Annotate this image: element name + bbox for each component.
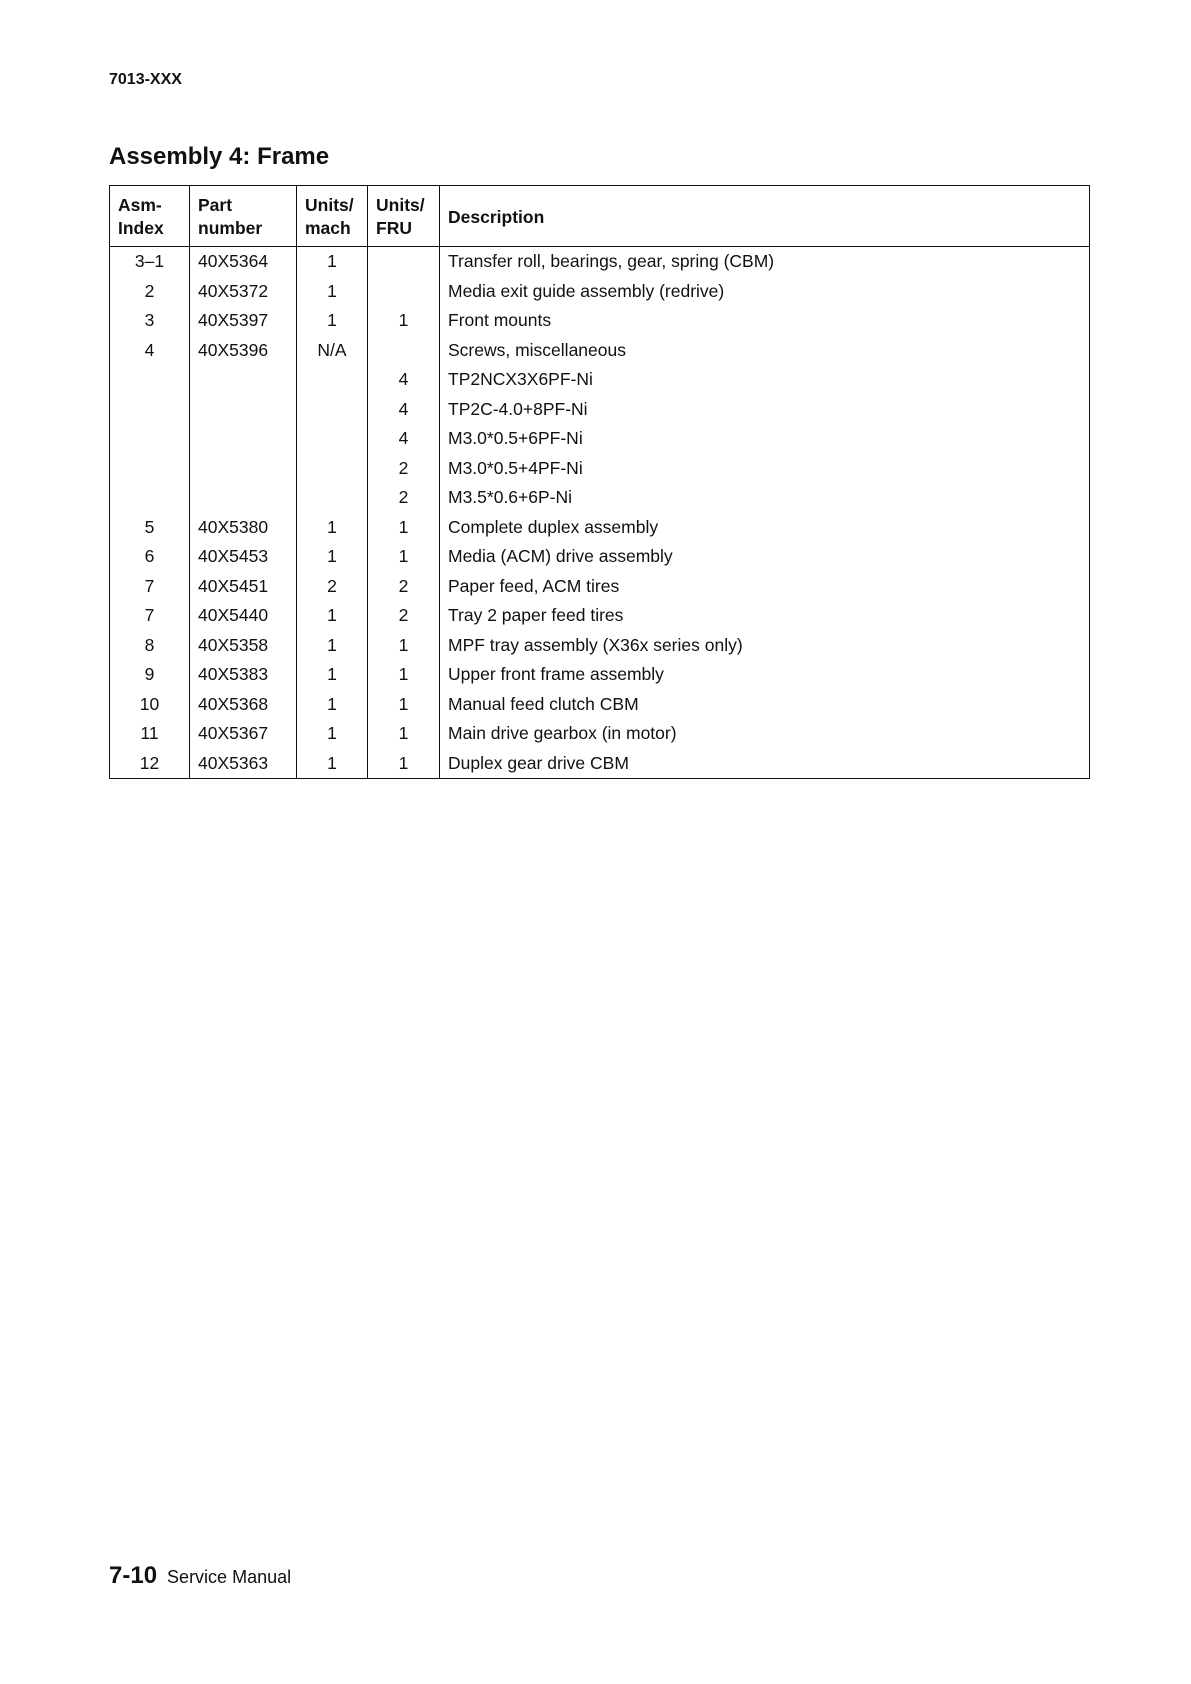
units-mach-cell: 1 xyxy=(297,306,368,336)
column-header-asm-index xyxy=(110,186,190,247)
asm-index-cell: 6 xyxy=(110,542,190,572)
header-line: Asm- xyxy=(118,195,162,215)
table-row xyxy=(110,513,1090,543)
header-line: Part xyxy=(198,195,233,215)
units-fru-cell: 1 xyxy=(368,306,440,336)
units-fru-cell xyxy=(368,247,440,277)
units-mach-cell: 1 xyxy=(297,719,368,749)
units-fru-cell: 1 xyxy=(368,719,440,749)
description-cell: Screws, miscellaneous xyxy=(440,336,1090,366)
table-row xyxy=(110,336,1090,366)
asm-index-cell: 4 xyxy=(110,336,190,366)
parts-table xyxy=(109,185,1090,779)
part-number-cell: 40X5451 xyxy=(190,572,297,602)
machine-type-header: 7013-XXX xyxy=(109,71,182,88)
asm-index-cell: 5 xyxy=(110,513,190,543)
units-mach-cell: 1 xyxy=(297,631,368,661)
description-cell: Upper front frame assembly xyxy=(440,660,1090,690)
units-mach-cell: 1 xyxy=(297,247,368,277)
table-row xyxy=(110,690,1090,720)
description-cell: MPF tray assembly (X36x series only) xyxy=(440,631,1090,661)
part-number-cell: 40X5363 xyxy=(190,749,297,779)
description-cell: Manual feed clutch CBM xyxy=(440,690,1090,720)
part-number-cell: 40X5397 xyxy=(190,306,297,336)
table-row xyxy=(110,454,1090,484)
table-row xyxy=(110,631,1090,661)
asm-index-cell: 7 xyxy=(110,572,190,602)
part-number-cell xyxy=(190,483,297,513)
description-cell: M3.5*0.6+6P-Ni xyxy=(440,483,1090,513)
units-mach-cell: N/A xyxy=(297,336,368,366)
description-cell: Complete duplex assembly xyxy=(440,513,1090,543)
part-number-cell: 40X5453 xyxy=(190,542,297,572)
page-number: 7-10 xyxy=(109,1562,158,1589)
units-fru-cell: 1 xyxy=(368,690,440,720)
description-cell: TP2NCX3X6PF-Ni xyxy=(440,365,1090,395)
header-line: Units/ xyxy=(376,195,425,215)
part-number-cell: 40X5372 xyxy=(190,277,297,307)
description-cell: Duplex gear drive CBM xyxy=(440,749,1090,779)
column-header-units-mach xyxy=(297,186,368,247)
asm-index-cell: 12 xyxy=(110,749,190,779)
units-fru-cell: 2 xyxy=(368,601,440,631)
part-number-cell: 40X5367 xyxy=(190,719,297,749)
part-number-cell xyxy=(190,454,297,484)
units-fru-cell xyxy=(368,336,440,366)
part-number-cell: 40X5440 xyxy=(190,601,297,631)
units-mach-cell: 1 xyxy=(297,277,368,307)
table-row xyxy=(110,395,1090,425)
table-row xyxy=(110,749,1090,779)
units-mach-cell: 1 xyxy=(297,660,368,690)
units-fru-cell xyxy=(368,277,440,307)
units-mach-cell: 1 xyxy=(297,513,368,543)
header-line: Index xyxy=(118,218,164,238)
part-number-cell xyxy=(190,424,297,454)
table-row xyxy=(110,306,1090,336)
table-row xyxy=(110,424,1090,454)
asm-index-cell: 3–1 xyxy=(110,247,190,277)
table-row xyxy=(110,247,1090,277)
units-mach-cell xyxy=(297,483,368,513)
header-line: FRU xyxy=(376,218,412,238)
units-fru-cell: 2 xyxy=(368,572,440,602)
units-fru-cell: 4 xyxy=(368,424,440,454)
units-fru-cell: 1 xyxy=(368,660,440,690)
units-mach-cell: 1 xyxy=(297,601,368,631)
asm-index-cell: 10 xyxy=(110,690,190,720)
part-number-cell: 40X5383 xyxy=(190,660,297,690)
units-mach-cell xyxy=(297,395,368,425)
table-row xyxy=(110,660,1090,690)
manual-title: Service Manual xyxy=(167,1567,292,1587)
part-number-cell: 40X5358 xyxy=(190,631,297,661)
column-header-units-fru xyxy=(368,186,440,247)
page-title: Assembly 4: Frame xyxy=(109,143,330,170)
parts-table-body xyxy=(110,247,1090,779)
table-row xyxy=(110,719,1090,749)
part-number-cell: 40X5396 xyxy=(190,336,297,366)
asm-index-cell: 11 xyxy=(110,719,190,749)
asm-index-cell: 2 xyxy=(110,277,190,307)
part-number-cell: 40X5364 xyxy=(190,247,297,277)
table-row xyxy=(110,542,1090,572)
asm-index-cell xyxy=(110,483,190,513)
units-fru-cell: 1 xyxy=(368,542,440,572)
asm-index-cell xyxy=(110,424,190,454)
header-row xyxy=(110,186,1090,247)
description-cell: Transfer roll, bearings, gear, spring (CBM) xyxy=(440,247,1090,277)
units-fru-cell: 4 xyxy=(368,365,440,395)
units-fru-cell: 2 xyxy=(368,454,440,484)
part-number-cell: 40X5368 xyxy=(190,690,297,720)
description-cell: Main drive gearbox (in motor) xyxy=(440,719,1090,749)
units-mach-cell: 1 xyxy=(297,749,368,779)
units-mach-cell: 1 xyxy=(297,690,368,720)
description-cell: Tray 2 paper feed tires xyxy=(440,601,1090,631)
description-cell: M3.0*0.5+4PF-Ni xyxy=(440,454,1090,484)
asm-index-cell: 3 xyxy=(110,306,190,336)
asm-index-cell xyxy=(110,395,190,425)
description-cell: Media exit guide assembly (redrive) xyxy=(440,277,1090,307)
asm-index-cell xyxy=(110,365,190,395)
units-fru-cell: 1 xyxy=(368,749,440,779)
table-row xyxy=(110,277,1090,307)
parts-table-header xyxy=(110,186,1090,247)
table-row xyxy=(110,572,1090,602)
units-fru-cell: 4 xyxy=(368,395,440,425)
units-mach-cell xyxy=(297,454,368,484)
units-mach-cell: 2 xyxy=(297,572,368,602)
page-footer xyxy=(109,1562,291,1590)
description-cell: Media (ACM) drive assembly xyxy=(440,542,1090,572)
header-line: number xyxy=(198,218,263,238)
units-mach-cell xyxy=(297,365,368,395)
description-cell: M3.0*0.5+6PF-Ni xyxy=(440,424,1090,454)
part-number-cell xyxy=(190,365,297,395)
header-line: Description xyxy=(448,206,545,227)
asm-index-cell: 7 xyxy=(110,601,190,631)
column-header-part-number xyxy=(190,186,297,247)
table-row xyxy=(110,365,1090,395)
part-number-cell: 40X5380 xyxy=(190,513,297,543)
table-row xyxy=(110,601,1090,631)
header-line: mach xyxy=(305,218,351,238)
units-fru-cell: 1 xyxy=(368,513,440,543)
description-cell: TP2C-4.0+8PF-Ni xyxy=(440,395,1090,425)
asm-index-cell: 9 xyxy=(110,660,190,690)
units-fru-cell: 1 xyxy=(368,631,440,661)
asm-index-cell: 8 xyxy=(110,631,190,661)
description-cell: Paper feed, ACM tires xyxy=(440,572,1090,602)
part-number-cell xyxy=(190,395,297,425)
units-fru-cell: 2 xyxy=(368,483,440,513)
units-mach-cell xyxy=(297,424,368,454)
asm-index-cell xyxy=(110,454,190,484)
header-line: Units/ xyxy=(305,195,354,215)
units-mach-cell: 1 xyxy=(297,542,368,572)
column-header-description xyxy=(440,186,1090,247)
table-row xyxy=(110,483,1090,513)
description-cell: Front mounts xyxy=(440,306,1090,336)
